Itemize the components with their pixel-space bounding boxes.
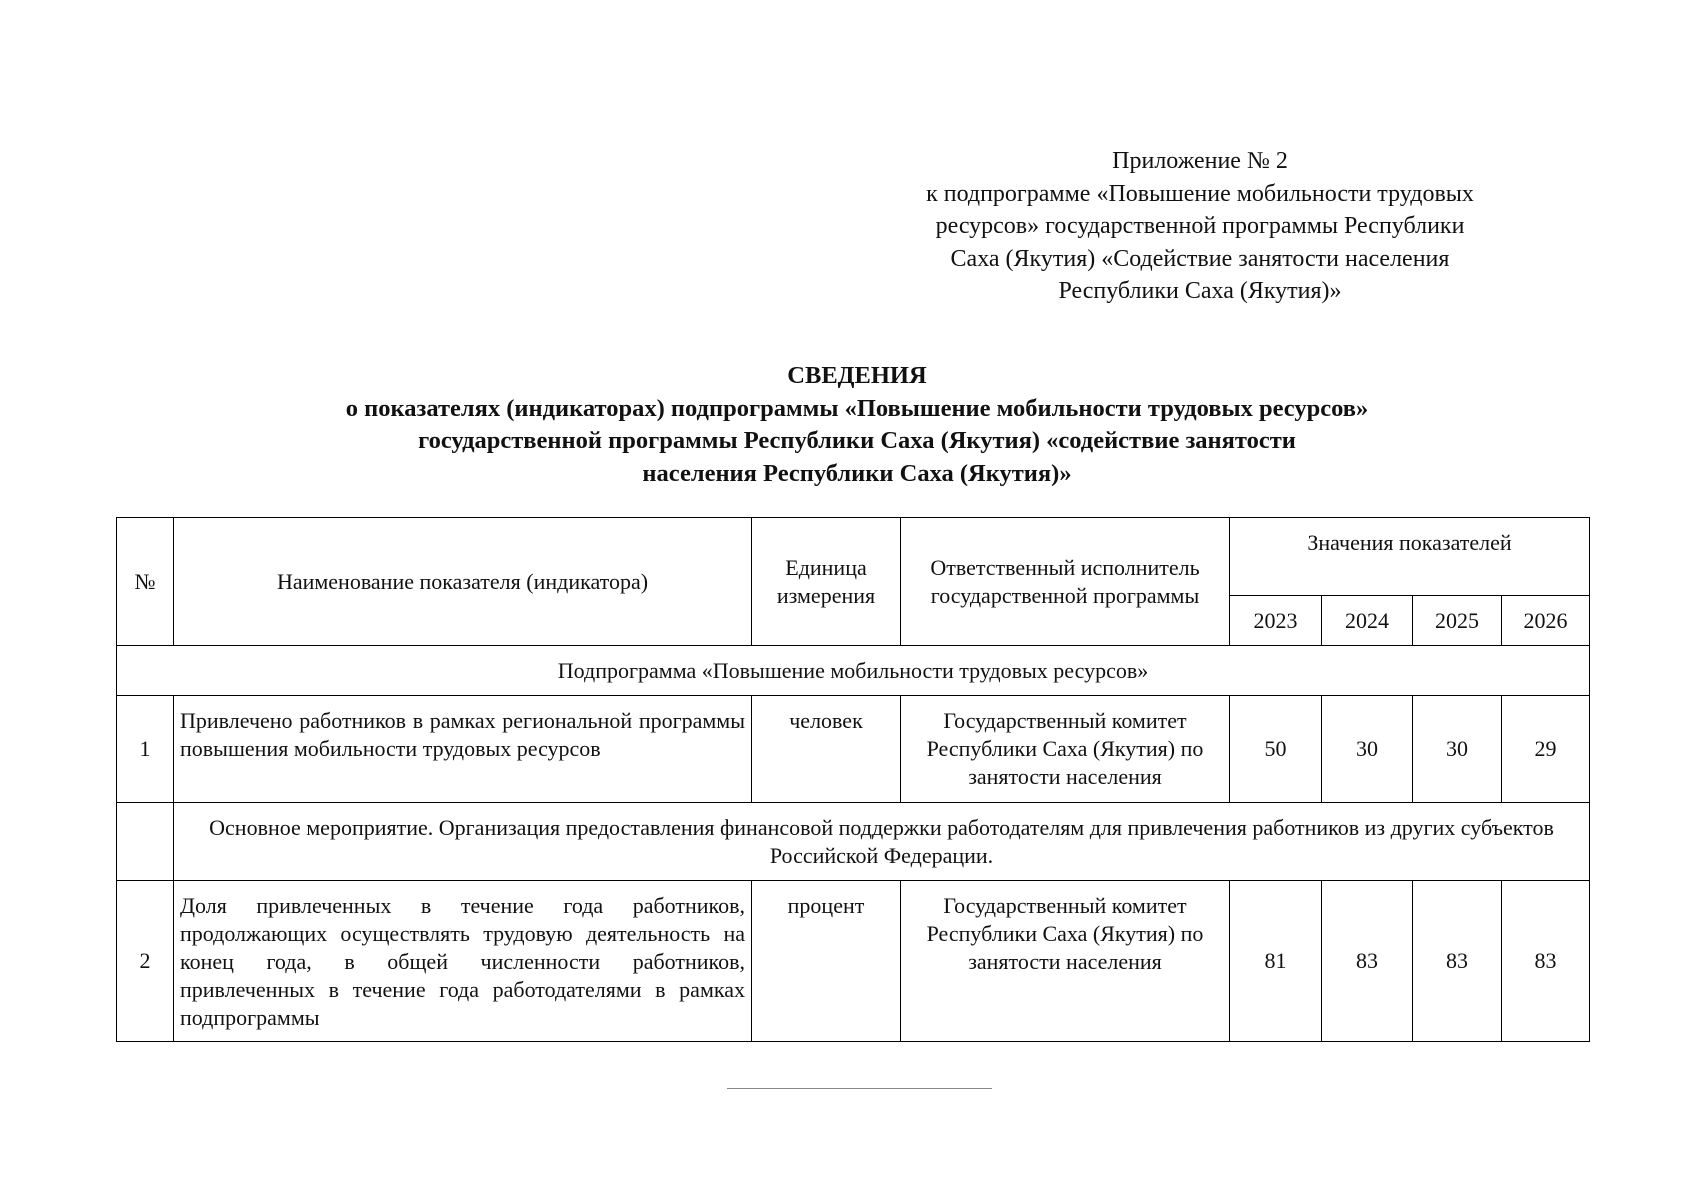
appendix-line: Республики Саха (Якутия)»	[1058, 278, 1342, 304]
document-heading	[116, 360, 1598, 490]
table-row	[117, 881, 1590, 1042]
appendix-line: к подпрограмме «Повышение мобильности трудовых	[926, 180, 1474, 207]
header-number: №	[117, 518, 174, 646]
appendix-line: Саха (Якутия) «Содействие занятости населения	[950, 245, 1450, 272]
header-row	[117, 518, 1590, 596]
header-values: Значения показателей	[1230, 518, 1590, 596]
appendix-line: ресурсов» государственной программы Республики	[935, 213, 1465, 239]
header-responsible: Ответственный исполнитель государственной программы	[901, 518, 1230, 646]
header-year: 2023	[1230, 596, 1322, 646]
row-value: 83	[1502, 881, 1590, 1042]
subprogram-title: Подпрограмма «Повышение мобильности трудовых ресурсов»	[117, 646, 1590, 696]
document-title: СВЕДЕНИЯ	[787, 362, 927, 389]
subprogram-row	[117, 646, 1590, 696]
row-value: 50	[1230, 696, 1322, 803]
header-year: 2026	[1502, 596, 1590, 646]
row-unit: процент	[752, 881, 901, 1042]
row-value: 30	[1322, 696, 1413, 803]
activity-title: Основное мероприятие. Организация предоставления финансовой поддержки работодателям для привлечения работников из других субъектов Российской Федерации.	[174, 803, 1590, 881]
row-unit: человек	[752, 696, 901, 803]
indicators-table	[116, 517, 1590, 1042]
row-value: 83	[1322, 881, 1413, 1042]
heading-line: государственной программы Республики Саха (Якутия) «содействие занятости	[418, 427, 1296, 454]
row-number: 2	[117, 881, 174, 1042]
row-indicator-name: Доля привлеченных в течение года работников, продолжающих осуществлять трудовую деятельность на конец года, в общей численности работников, привлеченных в течение года работодателями в рамках подпрограммы	[174, 881, 752, 1042]
row-value: 81	[1230, 881, 1322, 1042]
row-indicator-name: Привлечено работников в рамках региональной программы повышения мобильности трудовых ресурсов	[174, 696, 752, 803]
row-number: 1	[117, 696, 174, 803]
header-name: Наименование показателя (индикатора)	[174, 518, 752, 646]
row-value: 30	[1413, 696, 1502, 803]
row-responsible: Государственный комитет Республики Саха (Якутия) по занятости населения	[901, 696, 1230, 803]
header-year: 2024	[1322, 596, 1413, 646]
activity-number-empty	[117, 803, 174, 881]
heading-line: о показателях (индикаторах) подпрограммы «Повышение мобильности трудовых ресурсов»	[345, 394, 1369, 422]
header-unit: Единица измерения	[752, 518, 901, 646]
appendix-block	[860, 145, 1540, 308]
heading-line: населения Республики Саха (Якутия)»	[642, 459, 1072, 487]
header-year: 2025	[1413, 596, 1502, 646]
row-responsible: Государственный комитет Республики Саха (Якутия) по занятости населения	[901, 881, 1230, 1042]
table-row	[117, 696, 1590, 803]
activity-row	[117, 803, 1590, 881]
row-value: 83	[1413, 881, 1502, 1042]
row-value: 29	[1502, 696, 1590, 803]
footer-divider	[727, 1088, 992, 1089]
appendix-line: Приложение № 2	[1112, 148, 1288, 174]
